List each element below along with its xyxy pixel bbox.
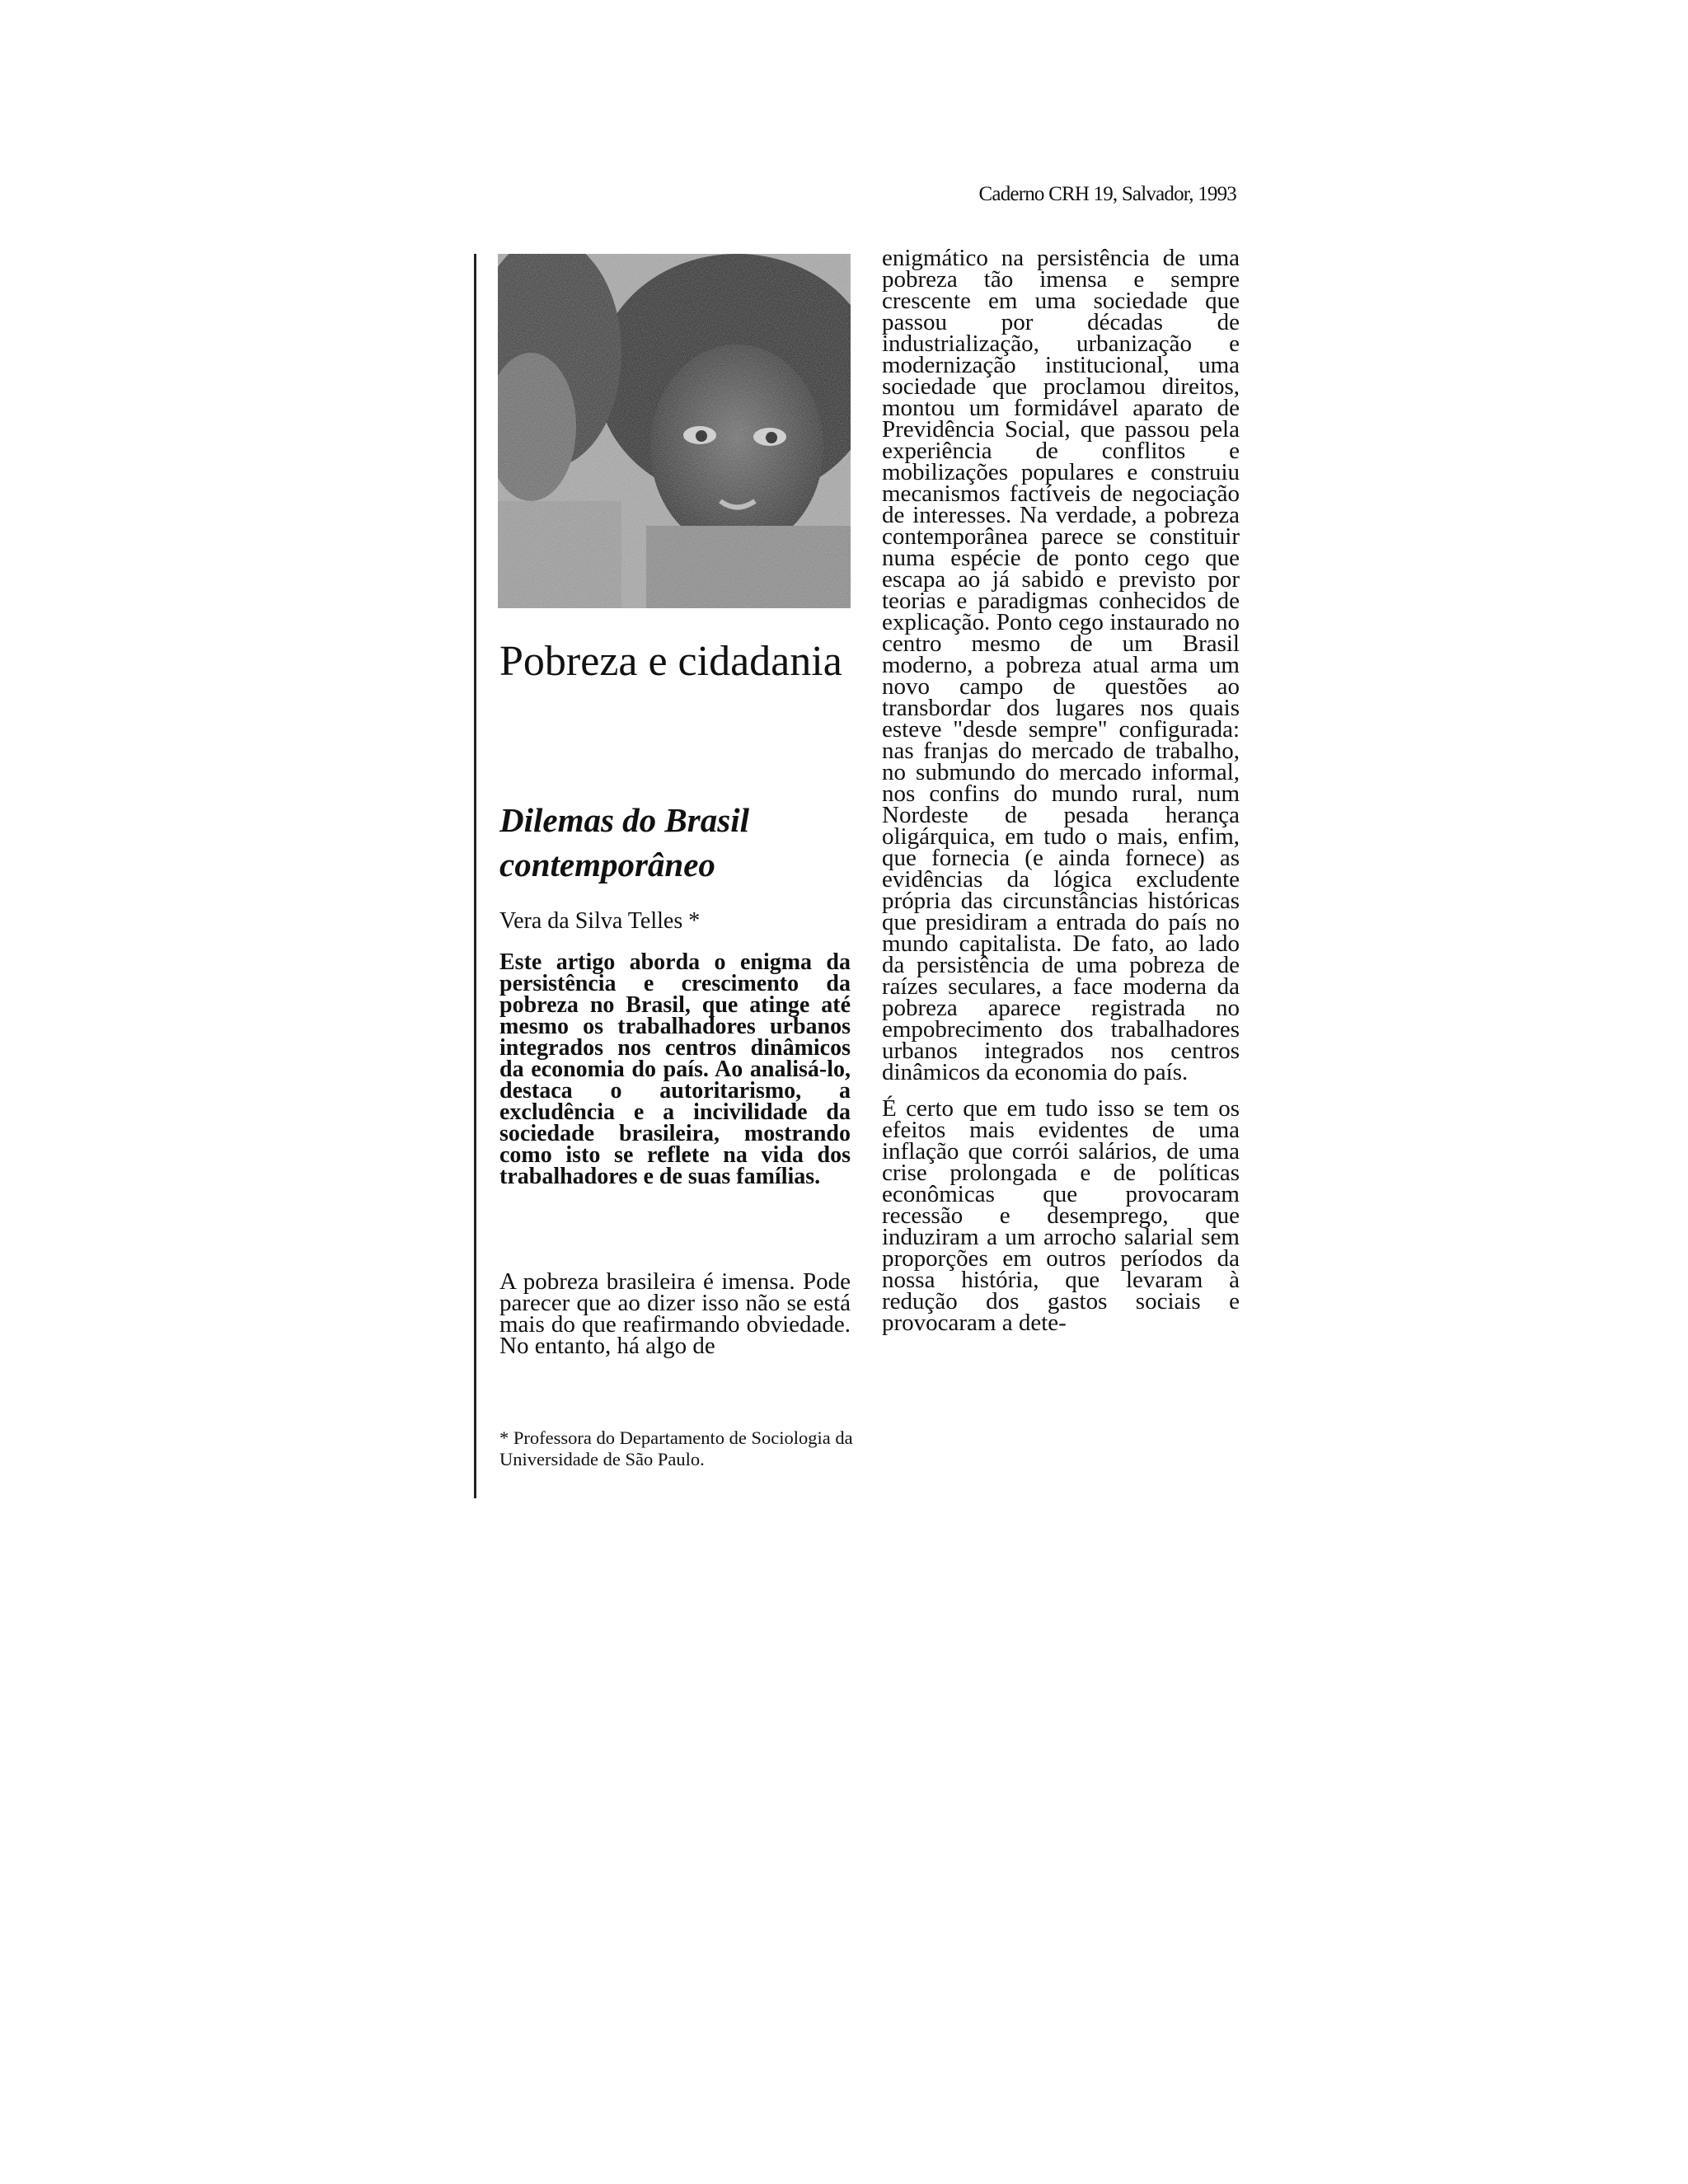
vertical-rule	[474, 254, 476, 1498]
body-paragraph-2: É certo que em tudo isso se tem os efeitos mais evidentes de uma inflação que corrói salários, de uma crise prolongada e de políticas econômicas que provocaram recessão e desemprego, que induziram a um arrocho salarial sem proporções em outros períodos da nossa história, que levaram à redução dos gastos sociais e provocaram a dete-	[882, 1095, 1240, 1336]
body-text-left: A pobreza brasileira é imensa. Pode parecer que ao dizer isso não se está mais do que reafirmando obviedade. No entanto, há algo de	[499, 1268, 851, 1359]
photo-children-portrait	[498, 254, 851, 608]
photo-image	[498, 254, 851, 608]
article-abstract: Este artigo aborda o enigma da persistência e crescimento da pobreza no Brasil, que atinge até mesmo os trabalhadores urbanos integrados nos centros dinâmicos da economia do país. Ao analisá-lo, destaca o autoritarismo, a excludência e a incivilidade da sociedade brasileira, mostrando como isto se reflete na vida dos trabalhadores e de suas famílias.	[499, 949, 851, 1189]
author-footnote: * Professora do Departamento de Sociologia da Universidade de São Paulo.	[499, 1427, 853, 1469]
body-paragraph-1: enigmático na persistência de uma pobreza tão imensa e sempre crescente em uma sociedade que passou por décadas de industrialização, urbanização e modernização institucional, uma sociedade que proclamou direitos, montou um formidável aparato de Previdência Social, que passou pela experiência de conflitos e mobilizações populares e construiu mecanismos factíveis de negociação de interesses. Na verdade, a pobreza contemporânea parece se constituir numa espécie de ponto cego que escapa ao já sabido e previsto por teorias e paradigmas conhecidos de explicação. Ponto cego instaurado no centro mesmo de um Brasil moderno, a pobreza atual arma um novo campo de questões ao transbordar dos lugares nos quais esteve "desde sempre" configurada: nas franjas do mercado de trabalho, no submundo do mercado informal, nos confins do mundo rural, num Nordeste de pesada herança oligárquica, em tudo o mais, enfim, que fornecia (e ainda fornece) as evidências da lógica excludente própria das circunstâncias históricas que presidiram a entrada do país no mundo capitalista. De fato, ao lado da persistência de uma pobreza de raízes seculares, a face moderna da pobreza aparece registrada no empobrecimento dos trabalhadores urbanos integrados nos centros dinâmicos da economia do país.	[882, 245, 1240, 1085]
body-column-right	[882, 247, 1240, 1347]
article-author: Vera da Silva Telles *	[499, 908, 701, 934]
article-subtitle: Dilemas do Brasil contemporâneo	[499, 801, 749, 883]
article-title: Pobreza e cidadania	[499, 638, 842, 685]
running-header: Caderno CRH 19, Salvador, 1993	[978, 183, 1236, 205]
